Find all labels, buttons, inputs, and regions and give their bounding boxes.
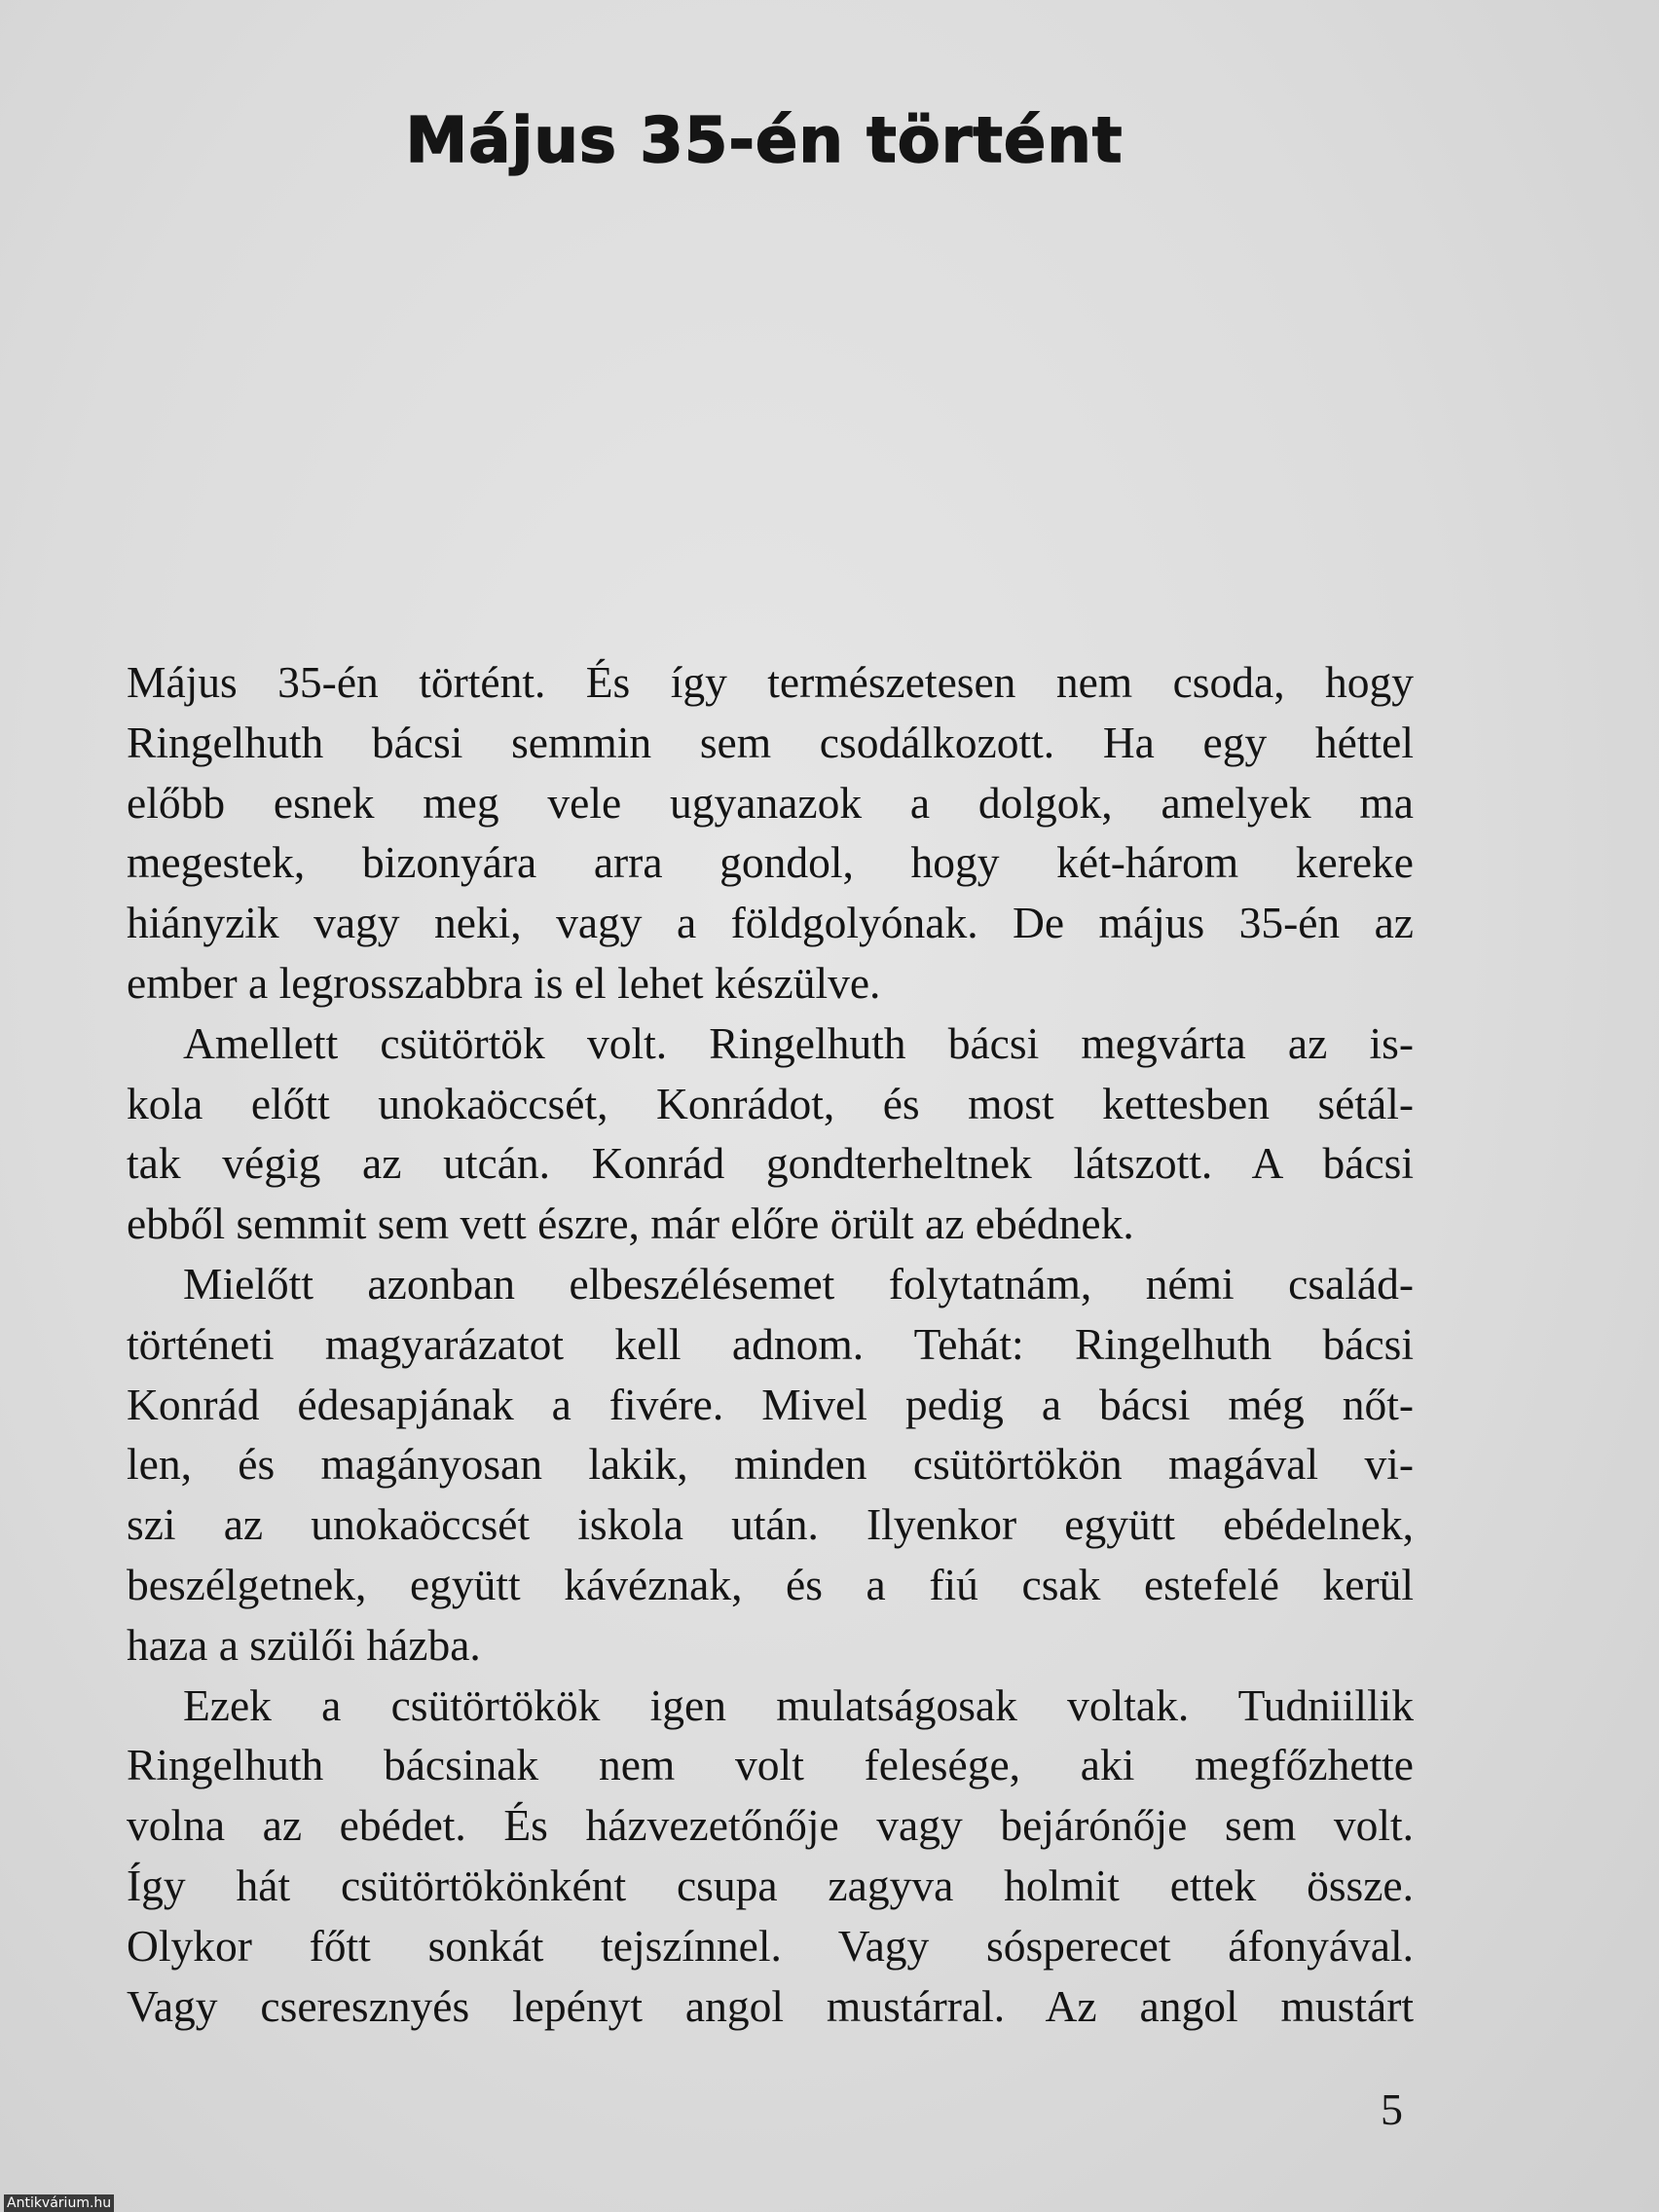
text-line: tak végig az utcán. Konrád gondterheltnek látszott. A bácsi [127, 1138, 1414, 1189]
text-line: len, és magányosan lakik, minden csütörtökön magával vi- [127, 1439, 1414, 1490]
text-line: Ringelhuth bácsi semmin sem csodálkozott. Ha egy héttel [127, 717, 1414, 767]
text-line: előbb esnek meg vele ugyanazok a dolgok, amelyek ma [127, 777, 1414, 828]
text-line: Ezek a csütörtökök igen mulatságosak voltak. Tudniillik [183, 1679, 1414, 1730]
text-line: Így hát csütörtökönként csupa zagyva holmit ettek össze. [127, 1860, 1414, 1910]
chapter-title: Május 35-én történt [405, 105, 1124, 177]
watermark: Antikvárium.hu [4, 2194, 114, 2212]
text-line: kola előtt unokaöccsét, Konrádot, és most kettesben sétál- [127, 1078, 1414, 1128]
text-line: Vagy cseresznyés lepényt angol mustárral. Az angol mustárt [127, 1980, 1414, 2031]
text-line: ebből semmit sem vett észre, már előre örült az ebédnek. [127, 1198, 1134, 1249]
text-line: haza a szülői házba. [127, 1619, 481, 1670]
text-line: Olykor főtt sonkát tejszínnel. Vagy sósperecet áfonyával. [127, 1920, 1414, 1971]
text-line: megestek, bizonyára arra gondol, hogy két-három kereke [127, 837, 1414, 888]
body-text [127, 652, 1414, 2036]
text-line: hiányzik vagy neki, vagy a földgolyónak. De május 35-én az [127, 898, 1414, 948]
page-number: 5 [1381, 2084, 1403, 2134]
text-line: Ringelhuth bácsinak nem volt felesége, aki megfőzhette [127, 1740, 1414, 1790]
text-line: Mielőtt azonban elbeszélésemet folytatnám, némi család- [183, 1258, 1414, 1309]
text-line: történeti magyarázatot kell adnom. Tehát: Ringelhuth bácsi [127, 1318, 1414, 1369]
text-line: szi az unokaöccsét iskola után. Ilyenkor együtt ebédelnek, [127, 1499, 1414, 1550]
text-line: volna az ebédet. És házvezetőnője vagy bejárónője sem volt. [127, 1800, 1414, 1851]
text-line: Amellett csütörtök volt. Ringelhuth bácsi megvárta az is- [183, 1017, 1414, 1068]
text-line: Konrád édesapjának a fivére. Mivel pedig a bácsi még nőt- [127, 1379, 1414, 1429]
text-line: Május 35-én történt. És így természetesen nem csoda, hogy [127, 657, 1414, 707]
text-line: ember a legrosszabbra is el lehet készülve. [127, 957, 881, 1008]
text-line: beszélgetnek, együtt kávéznak, és a fiú csak estefelé kerül [127, 1559, 1414, 1609]
